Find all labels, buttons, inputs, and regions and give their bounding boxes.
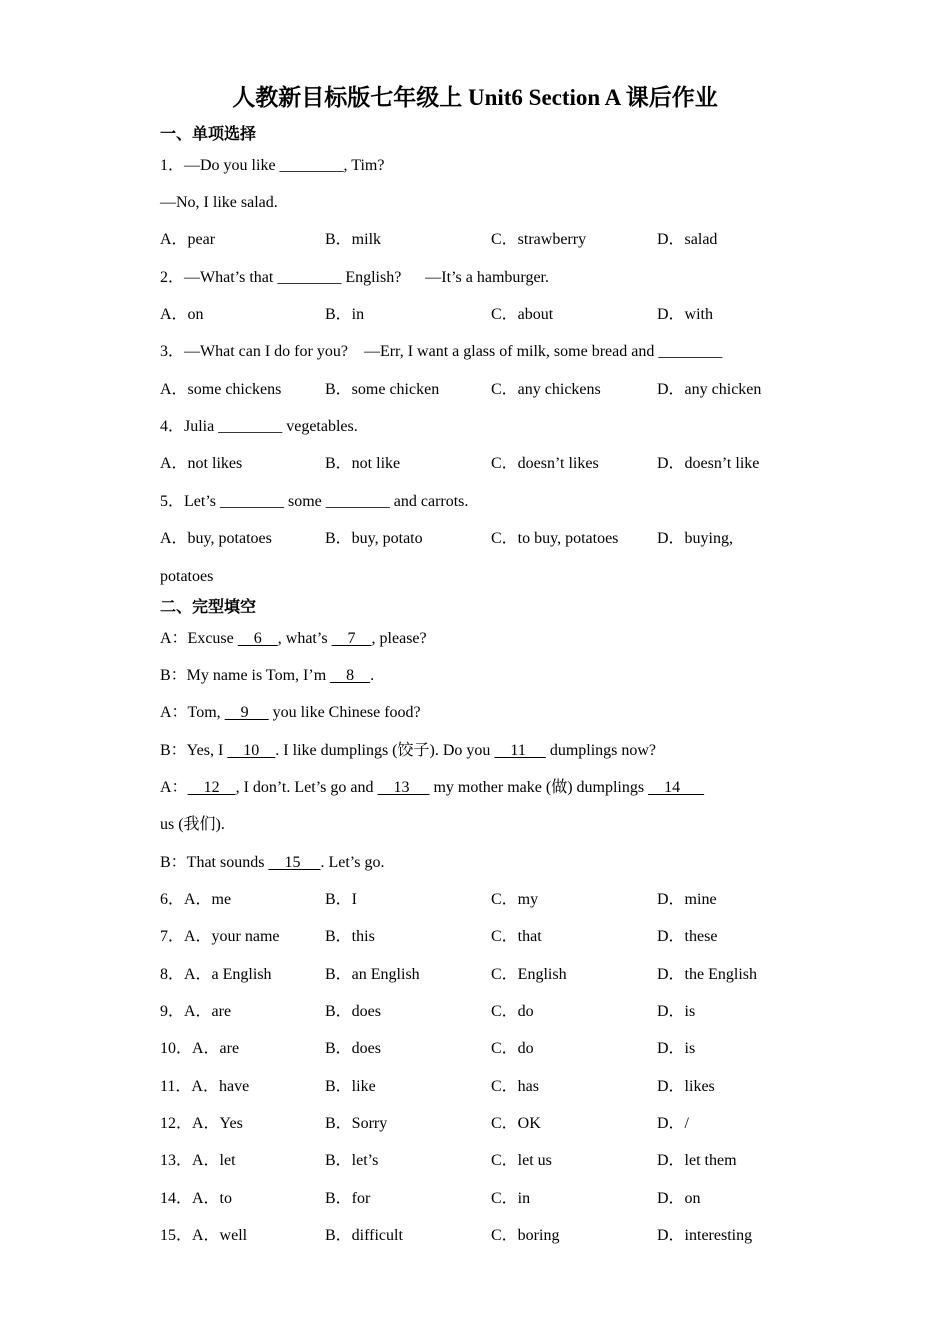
question-1-option-c: C．strawberry — [491, 231, 587, 248]
cloze-7-option-d: D．these — [657, 928, 718, 945]
dialogue-text: my mother make (做) dumplings — [429, 779, 649, 796]
cloze-9-option-d: D．is — [657, 1003, 696, 1020]
question-5-option-a: A．buy, potatoes — [160, 530, 272, 547]
blank-14: 14 — [648, 779, 705, 796]
cloze-15-option-d: D．interesting — [657, 1227, 753, 1244]
dialogue-text: , I don’t. Let’s go and — [235, 779, 378, 796]
dialogue-text: us (我们). — [160, 816, 225, 833]
blank-7: 7 — [331, 630, 372, 647]
question-2-option-c: C．about — [491, 306, 554, 323]
cloze-14-option-b: B．for — [325, 1190, 371, 1207]
dialogue-text: A： — [160, 779, 188, 796]
question-1-option-a: A．pear — [160, 231, 216, 248]
section-heading-single-choice: 一、单项选择 — [160, 124, 257, 143]
blank-13: 13 — [377, 779, 430, 796]
cloze-8-option-a: 8．A．a English — [160, 966, 272, 983]
question-5-option-c: C．to buy, potatoes — [491, 530, 619, 547]
question-4-option-b: B．not like — [325, 455, 401, 472]
dialogue-text: . Let’s go. — [320, 854, 385, 871]
dialogue-text: . — [370, 667, 375, 684]
dialogue-text: B：My name is Tom, I’m — [160, 667, 331, 684]
cloze-6-option-d: D．mine — [657, 891, 717, 908]
question-3-option-b: B．some chicken — [325, 381, 440, 398]
cloze-15-option-a: 15．A．well — [160, 1227, 248, 1244]
cloze-10-option-a: 10．A．are — [160, 1040, 240, 1057]
cloze-7-option-a: 7．A．your name — [160, 928, 280, 945]
blank-12: 12 — [187, 779, 236, 796]
dialogue-text: A：Excuse — [160, 630, 238, 647]
dialogue-text: , please? — [371, 630, 427, 647]
cloze-10-option-d: D．is — [657, 1040, 696, 1057]
cloze-14-option-a: 14．A．to — [160, 1190, 233, 1207]
cloze-7-option-c: C．that — [491, 928, 542, 945]
dialogue-text: you like Chinese food? — [268, 704, 421, 721]
cloze-11-option-c: C．has — [491, 1078, 540, 1095]
cloze-15-option-c: C．boring — [491, 1227, 560, 1244]
blank-15: 15 — [268, 854, 321, 871]
dialogue-line-2 — [160, 666, 374, 686]
question-3-line: 3．—What can I do for you? —Err, I want a glass of milk, some bread and ________ — [160, 343, 723, 360]
cloze-14-option-d: D．on — [657, 1190, 701, 1207]
cloze-13-option-b: B．let’s — [325, 1152, 379, 1169]
question-2-option-b: B．in — [325, 306, 365, 323]
cloze-13-option-d: D．let them — [657, 1152, 737, 1169]
dialogue-line-6 — [160, 815, 225, 835]
cloze-9-option-a: 9．A．are — [160, 1003, 232, 1020]
cloze-10-option-c: C．do — [491, 1040, 534, 1057]
dialogue-text: B：Yes, I — [160, 742, 228, 759]
cloze-8-option-c: C．English — [491, 966, 567, 983]
blank-10: 10 — [227, 742, 276, 759]
dialogue-text: B：That sounds — [160, 854, 269, 871]
blank-9: 9 — [224, 704, 269, 721]
dialogue-text: A：Tom, — [160, 704, 225, 721]
cloze-9-option-b: B．does — [325, 1003, 382, 1020]
question-4-option-d: D．doesn’t like — [657, 455, 760, 472]
cloze-11-option-b: B．like — [325, 1078, 376, 1095]
question-5-option-d: D．buying, — [657, 530, 734, 547]
page-title: 人教新目标版七年级上 Unit6 Section A 课后作业 — [232, 85, 718, 110]
dialogue-text: . I like dumplings (饺子). Do you — [275, 742, 495, 759]
question-5-option-b: B．buy, potato — [325, 530, 423, 547]
cloze-12-option-a: 12．A．Yes — [160, 1115, 243, 1132]
cloze-6-option-b: B．I — [325, 891, 358, 908]
cloze-12-option-b: B．Sorry — [325, 1115, 388, 1132]
dialogue-line-5 — [160, 778, 704, 798]
question-3-option-c: C．any chickens — [491, 381, 601, 398]
cloze-9-option-c: C．do — [491, 1003, 534, 1020]
cloze-6-option-a: 6．A．me — [160, 891, 232, 908]
question-3-option-d: D．any chicken — [657, 381, 762, 398]
question-3-option-a: A．some chickens — [160, 381, 282, 398]
cloze-11-option-a: 11．A．have — [160, 1078, 250, 1095]
cloze-10-option-b: B．does — [325, 1040, 382, 1057]
cloze-15-option-b: B．difficult — [325, 1227, 403, 1244]
question-1-line-2: —No, I like salad. — [160, 194, 278, 211]
dialogue-line-1 — [160, 629, 427, 649]
cloze-8-option-b: B．an English — [325, 966, 420, 983]
dialogue-text: , what’s — [277, 630, 332, 647]
dialogue-text: dumplings now? — [545, 742, 657, 759]
cloze-12-option-c: C．OK — [491, 1115, 541, 1132]
cloze-6-option-c: C．my — [491, 891, 539, 908]
cloze-13-option-c: C．let us — [491, 1152, 552, 1169]
question-5-line: 5．Let’s ________ some ________ and carrots. — [160, 493, 469, 510]
question-1-option-d: D．salad — [657, 231, 718, 248]
question-4-line: 4．Julia ________ vegetables. — [160, 418, 358, 435]
cloze-11-option-d: D．likes — [657, 1078, 715, 1095]
question-2-option-d: D．with — [657, 306, 714, 323]
question-1-option-b: B．milk — [325, 231, 382, 248]
question-2-line: 2．—What’s that ________ English? —It’s a hamburger. — [160, 269, 549, 286]
question-1-line-1: 1．—Do you like ________, Tim? — [160, 157, 385, 174]
section-heading-cloze: 二、完型填空 — [160, 597, 257, 616]
dialogue-line-4 — [160, 741, 656, 761]
dialogue-line-7 — [160, 853, 384, 873]
cloze-8-option-d: D．the English — [657, 966, 757, 983]
cloze-7-option-b: B．this — [325, 928, 375, 945]
question-2-option-a: A．on — [160, 306, 204, 323]
cloze-13-option-a: 13．A．let — [160, 1152, 236, 1169]
blank-11: 11 — [494, 742, 546, 759]
question-4-option-a: A．not likes — [160, 455, 243, 472]
dialogue-line-3 — [160, 703, 421, 723]
question-5-option-d-wrap: potatoes — [160, 568, 214, 585]
blank-6: 6 — [237, 630, 278, 647]
cloze-14-option-c: C．in — [491, 1190, 531, 1207]
question-4-option-c: C．doesn’t likes — [491, 455, 599, 472]
blank-8: 8 — [330, 667, 371, 684]
cloze-12-option-d: D．/ — [657, 1115, 690, 1132]
